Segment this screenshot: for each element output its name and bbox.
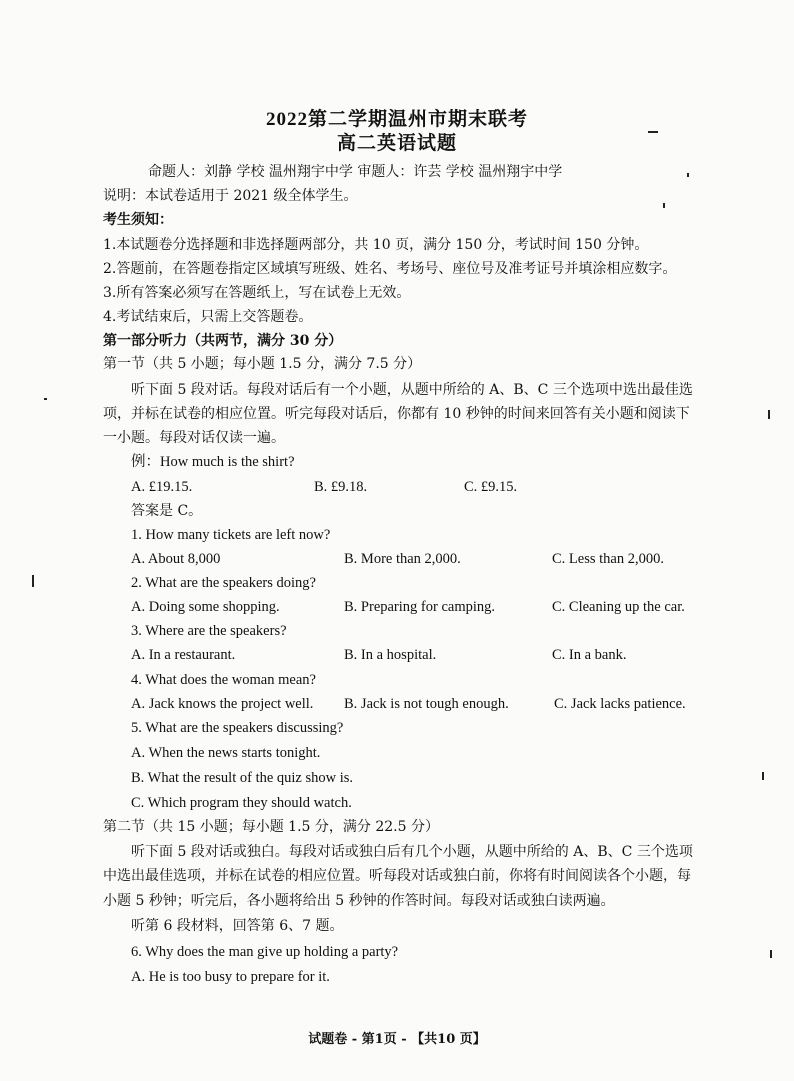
section1-instruction-2: 项，并标在试卷的相应位置。听完每段对话后，你都有 10 秒钟的时间来回答有关小题和阅读下: [103, 406, 690, 422]
question-4: 4. What does the woman mean?: [131, 672, 316, 688]
q6-option-a: A. He is too busy to prepare for it.: [131, 969, 330, 985]
q4-option-b: B. Jack is not tough enough.: [344, 696, 509, 712]
section1-heading: 第一节（共 5 小题；每小题 1.5 分，满分 7.5 分）: [103, 356, 422, 372]
scope-note: 说明：本试卷适用于 2021 级全体学生。: [103, 188, 358, 204]
q5-option-b: B. What the result of the quiz show is.: [131, 770, 354, 786]
q5-option-a: A. When the news starts tonight.: [131, 745, 321, 761]
q1-option-b: B. More than 2,000.: [344, 551, 461, 567]
example-option-a: A. £19.15.: [131, 479, 193, 495]
scan-speck: [44, 398, 47, 400]
notes-heading: 考生须知：: [103, 212, 173, 228]
q4-option-c: C. Jack lacks patience.: [554, 696, 686, 712]
q3-option-a: A. In a restaurant.: [131, 647, 236, 663]
q2-option-c: C. Cleaning up the car.: [552, 599, 685, 615]
section2-instruction-3: 小题 5 秒钟；听完后，各小题将给出 5 秒钟的作答时间。每段对话或独白读两遍。: [103, 893, 615, 909]
question-2: 2. What are the speakers doing?: [131, 575, 316, 591]
scan-speck: [648, 131, 658, 133]
example-option-b: B. £9.18.: [314, 479, 368, 495]
q3-option-b: B. In a hospital.: [344, 647, 437, 663]
section2-instruction-2: 中选出最佳选项，并标在试卷的相应位置。听每段对话或独白前，你将有时间阅读各个小题，每: [103, 868, 691, 884]
material-6-note: 听第 6 段材料，回答第 6、7 题。: [131, 918, 344, 934]
page-footer: 试题卷 - 第1页 - 【共10 页】: [308, 1032, 486, 1047]
question-5: 5. What are the speakers discussing?: [131, 720, 344, 736]
example-question: 例：How much is the shirt?: [131, 454, 295, 470]
q1-option-c: C. Less than 2,000.: [552, 551, 664, 567]
example-option-c: C. £9.15.: [464, 479, 518, 495]
question-6: 6. Why does the man give up holding a party?: [131, 944, 399, 960]
section2-heading: 第二节（共 15 小题；每小题 1.5 分，满分 22.5 分）: [103, 819, 439, 835]
section1-instruction-1: 听下面 5 段对话。每段对话后有一个小题，从题中所给的 A、B、C 三个选项中选出最佳选: [131, 382, 693, 398]
section2-instruction-1: 听下面 5 段对话或独白。每段对话或独白后有几个小题，从题中所给的 A、B、C 三个选项: [131, 844, 693, 860]
note-item-3: 3.所有答案必须写在答题纸上，写在试卷上无效。: [103, 285, 411, 301]
note-item-2: 2.答题前，在答题卷指定区域填写班级、姓名、考场号、座位号及准考证号并填涂相应数字。: [103, 261, 677, 277]
exam-subtitle: 高二英语试题: [336, 133, 457, 154]
authors-line: 命题人：刘静 学校 温州翔宇中学 审题人：许芸 学校 温州翔宇中学: [148, 164, 563, 180]
note-item-1: 1.本试题卷分选择题和非选择题两部分，共 10 页，满分 150 分，考试时间 150 分钟。: [103, 237, 649, 253]
q3-option-c: C. In a bank.: [552, 647, 627, 663]
scan-speck: [762, 772, 764, 780]
q2-option-a: A. Doing some shopping.: [131, 599, 280, 615]
q4-option-a: A. Jack knows the project well.: [131, 696, 314, 712]
q2-option-b: B. Preparing for camping.: [344, 599, 496, 615]
part1-heading: 第一部分听力（共两节，满分 30 分）: [103, 333, 343, 349]
q1-option-a: A. About 8,000: [131, 551, 221, 567]
example-answer: 答案是 C。: [131, 503, 203, 519]
section1-instruction-3: 一小题。每段对话仅读一遍。: [103, 430, 285, 446]
scan-speck: [768, 410, 770, 419]
question-3: 3. Where are the speakers?: [131, 623, 287, 639]
question-1: 1. How many tickets are left now?: [131, 527, 331, 543]
scan-speck: [770, 950, 772, 958]
q5-option-c: C. Which program they should watch.: [131, 795, 352, 811]
exam-title: 2022第二学期温州市期末联考: [265, 109, 528, 130]
scan-speck: [663, 203, 665, 208]
scan-speck: [32, 575, 34, 587]
scan-speck: [687, 173, 689, 177]
note-item-4: 4.考试结束后，只需上交答题卷。: [103, 309, 313, 325]
